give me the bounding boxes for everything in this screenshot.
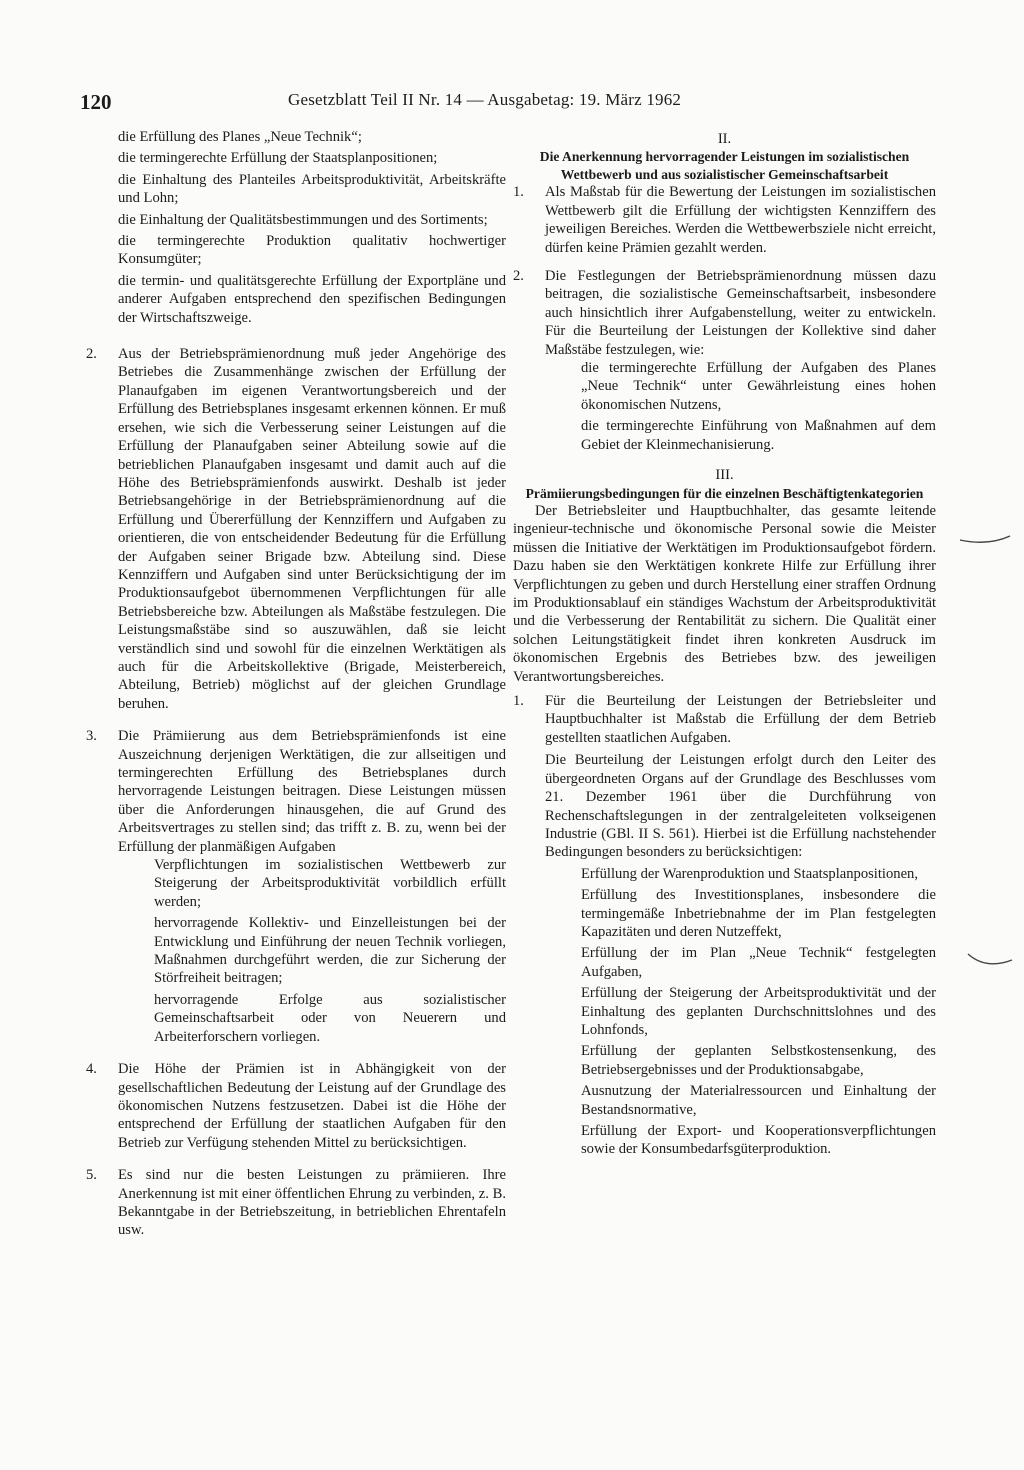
scan-mark: [966, 948, 1016, 974]
running-head: Gesetzblatt Teil II Nr. 14 — Ausgabetag: 19. März 1962: [288, 90, 682, 109]
numbered-item-5: [86, 1166, 506, 1240]
section2-item-2: [513, 267, 936, 454]
list-item: Erfüllung des Investitionsplanes, insbesondere die termingemäße Inbetriebnahme der im Plan festgelegten Kapazitäten und deren Nutzeffekt,: [581, 887, 936, 940]
page-number: 120: [80, 90, 112, 114]
left-column: [86, 128, 506, 1250]
section-intro: Der Betriebsleiter und Hauptbuchhalter, das gesamte leitende ingenieur-technische und ökonomische Personal sowie die Meister müssen die Initiative der Werktätigen im Produktionsaufgebot fördern. Dazu haben sie den Werktätigen konkrete Hilfe zur Erfüllung ihrer Verpflichtungen zu geben und durch Herstellung einer straffen Ordnung im Produktionsablauf ein ständiges Wachstum der Arbeitsproduktivität und die Verbesserung der Rentabilität zu sichern. Die Qualität einer solchen Leitungstätigkeit findet ihren konkreten Ausdruck im ökonomischen Ergebnis des Betriebes bzw. des jeweiligen Verantwortungsbereiches.: [513, 503, 936, 685]
section3-item-1: [513, 692, 936, 1159]
numbered-item-2: [86, 345, 506, 713]
item-number: 1.: [513, 184, 524, 201]
list-item: die Erfüllung des Planes „Neue Technik“;: [118, 129, 362, 145]
section-number: III.: [715, 467, 734, 484]
scan-mark: [958, 530, 1018, 550]
list-item: die termingerechte Erfüllung der Staatsplanpositionen;: [118, 150, 438, 167]
item-number: 4.: [86, 1061, 97, 1078]
section-title: Prämiierungsbedingungen für die einzelnen Beschäftigtenkategorien: [525, 485, 924, 501]
page-header: [80, 90, 740, 120]
list-item: Verpflichtungen im sozialistischen Wettbewerb zur Steigerung der Arbeitsproduktivität vorbildlich erfüllt werden;: [154, 857, 506, 910]
item-text: Die Prämiierung aus dem Betriebsprämienfonds ist eine Auszeichnung derjenigen Werktätigen, die zur allseitigen und termingerechten Erfüllung des Betriebsplanes durch hervorragende Leistungen beitragen. Diese Leistungen müssen über die Anforderungen hinausgehen, die auf Grund des Arbeitsvertrages zu stellen sind; das trifft z. B. zu, wenn bei der Erfüllung der planmäßigen Aufgaben: [118, 728, 506, 855]
item-text: Die Höhe der Prämien ist in Abhängigkeit von der gesellschaftlichen Bedeutung der Leistung auf der Grundlage des ökonomischen Nutzens festzusetzen. Dabei ist die Höhe der entsprechend der Erfüllung der staatlichen Aufgaben für den Betrieb zur Verfügung stehenden Mittel zu berücksichtigen.: [118, 1061, 506, 1151]
item-text: Die Festlegungen der Betriebsprämienordnung müssen dazu beitragen, die sozialistische Gemeinschaftsarbeit, insbesondere auch hinsichtlich ihrer Aufgabenstellung, weiter zu entwickeln. Für die Beurteilung der Leistungen der Kollektive sind daher Maßstäbe festzulegen, wie:: [545, 268, 936, 358]
numbered-item-4: [86, 1060, 506, 1152]
item-text: Aus der Betriebsprämienordnung muß jeder Angehörige des Betriebes die Zusammenhänge zwischen der Erfüllung der Planaufgaben im eigenen Verantwortungsbereich und der Erfüllung des Betriebsplanes insgesamt erkennen können. Er muß ersehen, wie sich die Verbesserung seiner Leistungen auf die Erfüllung der Planaufgaben seiner Abteilung sowie auf die betrieblichen Planaufgaben insgesamt und damit auch auf die Höhe des Betriebsprämienfonds auswirkt. Deshalb ist jeder Betriebsangehörige in der Betriebsprämienordnung auf die Erfüllung und Übererfüllung der Kennziffern und Aufgaben zu orientieren, die von entscheidender Bedeutung für die Erfüllung der Aufgaben seiner Brigade bzw. Abteilung sind. Diese Kennziffern und Aufgaben sind unter Berücksichtigung der im Produktionsaufgebot übernommenen Verpflichtungen für alle Betriebsbereiche bzw. Abteilungen als Maßstäbe festzulegen. Die Leistungsmaßstäbe sind so auszuwählen, daß sie leicht verständlich sind und sowohl für die einzelnen Werktätigen als auch für die Arbeitskollektive (Brigade, Meisterbereich, Abteilung, Betrieb) möglichst auf der gleichen Grundlage beruhen.: [118, 346, 506, 712]
list-item: Ausnutzung der Materialressourcen und Einhaltung der Bestandsnormative,: [581, 1083, 936, 1118]
list-item: hervorragende Erfolge aus sozialistischer Gemeinschaftsarbeit oder von Neuerern und Arbeiterforschern vorliegen.: [154, 991, 506, 1045]
list-item: die termingerechte Produktion qualitativ hochwertiger Konsumgüter;: [118, 233, 506, 268]
list-item: die termingerechte Erfüllung der Aufgaben des Planes „Neue Technik“ unter Gewährleistung eines hohen ökonomischen Nutzens,: [581, 360, 936, 413]
item-number: 3.: [86, 728, 97, 745]
list-item: die termingerechte Einführung von Maßnahmen auf dem Gebiet der Kleinmechanisierung.: [581, 418, 936, 453]
item-text: Als Maßstab für die Bewertung der Leistungen im sozialistischen Wettbewerb gilt die Erfüllung der wichtigsten Kennziffern des jeweiligen Bereiches. Werden die Wettbewerbsziele nicht erreicht, dürfen keine Prämien gezahlt werden.: [545, 184, 936, 256]
list-item: Erfüllung der Export- und Kooperationsverpflichtungen sowie der Konsumbedarfsgüterproduktion.: [581, 1123, 936, 1158]
item-1-sub-list: [545, 865, 936, 1159]
left-sub-items: [86, 128, 506, 327]
item-number: 1.: [513, 693, 524, 710]
item-text: Für die Beurteilung der Leistungen der Betriebsleiter und Hauptbuchhalter ist Maßstab die Erfüllung der dem Betrieb gestellten staatlichen Aufgaben.: [545, 693, 936, 746]
list-item: die Einhaltung des Planteiles Arbeitsproduktivität, Arbeitskräfte und Lohn;: [118, 171, 506, 207]
item-number: 5.: [86, 1167, 97, 1184]
list-item: Erfüllung der im Plan „Neue Technik“ festgelegten Aufgaben,: [581, 945, 936, 980]
item-2-sub-list: [545, 359, 936, 454]
item-number: 2.: [513, 268, 524, 285]
section2-item-1: [513, 183, 936, 257]
list-item: hervorragende Kollektiv- und Einzelleistungen bei der Entwicklung und Einführung der neuen Technik vorliegen, Maßnahmen durchgeführt werden, die zur Sicherung der Störfreiheit beitragen;: [154, 915, 506, 987]
numbered-item-3: [86, 727, 506, 1046]
list-item: Erfüllung der geplanten Selbstkostensenkung, des Betriebsergebnisses und der Produktionsabgabe,: [581, 1043, 936, 1078]
section-title: Die Anerkennung hervorragender Leistungen im sozialistischen Wettbewerb und aus sozialistischer Gemeinschaftsarbeit: [539, 149, 910, 182]
list-item: Erfüllung der Warenproduktion und Staatsplanpositionen,: [581, 865, 918, 882]
item-3-sub-list: [118, 856, 506, 1046]
section-number: II.: [717, 131, 732, 147]
item-text: Es sind nur die besten Leistungen zu prämiieren. Ihre Anerkennung ist mit einer öffentlichen Ehrung zu verbinden, z. B. Bekanntgabe in der Betriebszeitung, in betrieblichen Ehrentafeln usw.: [118, 1167, 506, 1239]
item-text: Die Beurteilung der Leistungen erfolgt durch den Leiter des übergeordneten Organs auf der Grundlage des Beschlusses vom 21. Dezember 1961 über die Durchführung von Rechenschaftslegungen in der zentralgeleiteten volkseigenen Industrie (GBl. II S. 561). Hierbei ist die Erfüllung nachstehender Bedingungen besonders zu berücksichtigen:: [545, 752, 936, 861]
item-number: 2.: [86, 346, 97, 363]
right-column: [513, 130, 936, 1169]
list-item: Erfüllung der Steigerung der Arbeitsproduktivität und der Einhaltung des geplanten Durchschnittslohnes und des Lohnfonds,: [581, 985, 936, 1038]
item-body: [545, 692, 936, 862]
list-item: die Einhaltung der Qualitätsbestimmungen und des Sortiments;: [118, 211, 488, 228]
list-item: die termin- und qualitätsgerechte Erfüllung der Exportpläne und anderer Aufgaben entsprechend den spezifischen Bedingungen der Wirtschaftszweige.: [118, 272, 506, 326]
